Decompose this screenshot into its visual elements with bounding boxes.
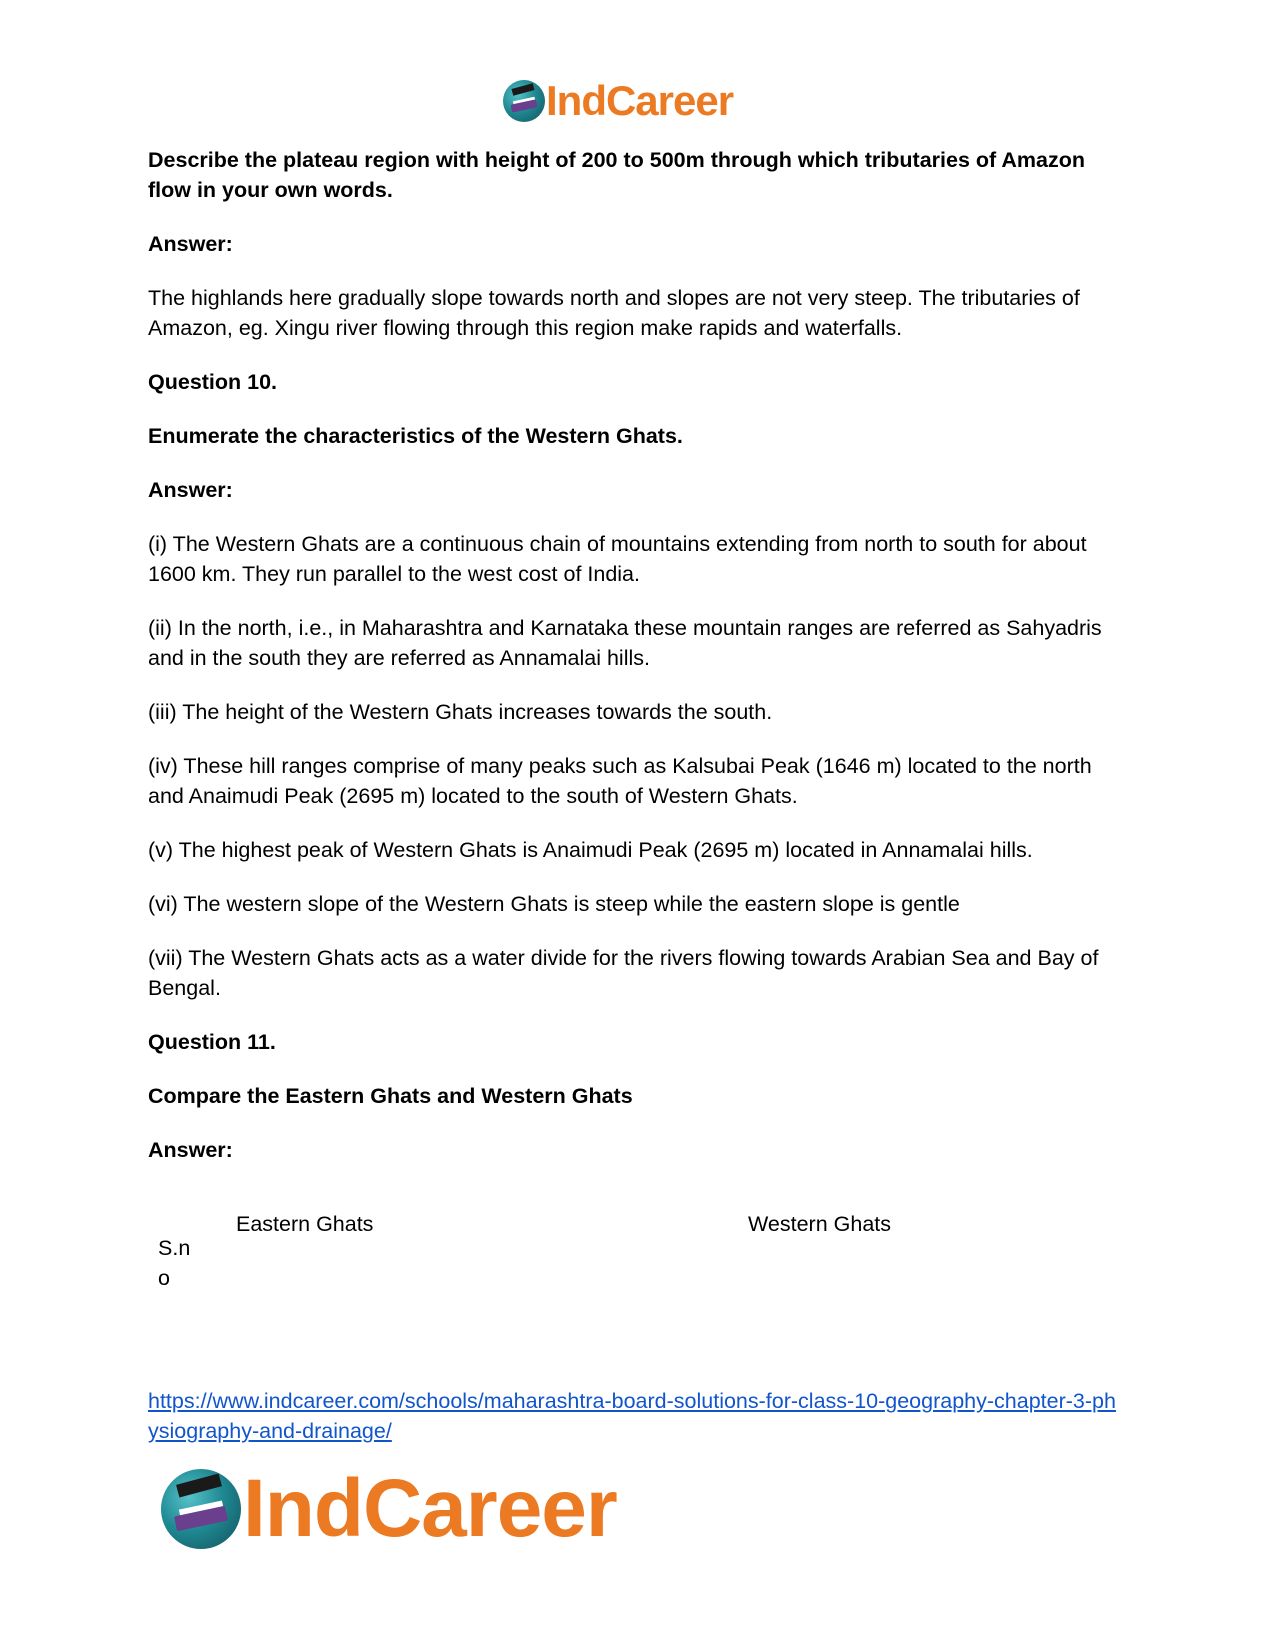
answer-point: (i) The Western Ghats are a continuous chain of mountains extending from north to south for about 1600 km. They run parallel to the west cost of India. xyxy=(148,532,1087,586)
question-11-text: Compare the Eastern Ghats and Western Ghats xyxy=(148,1084,633,1108)
answer-point: (iv) These hill ranges comprise of many peaks such as Kalsubai Peak (1646 m) located to the north and Anaimudi Peak (2695 m) located to the south of Western Ghats. xyxy=(148,754,1092,808)
question-10-text: Enumerate the characteristics of the Western Ghats. xyxy=(148,424,683,448)
answer-paragraph: The highlands here gradually slope towards north and slopes are not very steep. The tributaries of Amazon, eg. Xingu river flowing through this region make rapids and waterfalls. xyxy=(148,286,1080,340)
answer-label: Answer: xyxy=(148,232,233,256)
table-header-western-ghats: Western Ghats xyxy=(748,1212,891,1236)
indcareer-logo-bottom xyxy=(161,1463,617,1554)
document-body xyxy=(148,145,1118,1189)
logo-wordmark: IndCareer xyxy=(546,77,734,124)
graduation-globe-icon xyxy=(503,80,545,122)
logo-wordmark: IndCareer xyxy=(243,1463,617,1554)
source-link[interactable]: https://www.indcareer.com/schools/maharashtra-board-solutions-for-class-10-geography-chapter-3-physiography-and-drainage/ xyxy=(148,1389,1116,1443)
question-9-text: Describe the plateau region with height of 200 to 500m through which tributaries of Amazon flow in your own words. xyxy=(148,148,1085,202)
table-header-eastern-ghats: Eastern Ghats xyxy=(236,1212,374,1236)
graduation-globe-icon xyxy=(161,1469,241,1549)
answer-point: (ii) In the north, i.e., in Maharashtra and Karnataka these mountain ranges are referred as Sahyadris and in the south they are referred as Annamalai hills. xyxy=(148,616,1102,670)
table-header-sno: S.no xyxy=(158,1236,191,1290)
comparison-table xyxy=(148,1209,1118,1293)
answer-point: (vii) The Western Ghats acts as a water divide for the rivers flowing towards Arabian Sea and Bay of Bengal. xyxy=(148,946,1099,1000)
question-11-label: Question 11. xyxy=(148,1030,276,1054)
answer-label: Answer: xyxy=(148,478,233,502)
indcareer-logo-top xyxy=(503,77,734,124)
answer-point: (v) The highest peak of Western Ghats is Anaimudi Peak (2695 m) located in Annamalai hills. xyxy=(148,838,1033,862)
answer-point: (vi) The western slope of the Western Ghats is steep while the eastern slope is gentle xyxy=(148,892,960,916)
table-header-row xyxy=(148,1209,1118,1293)
answer-point: (iii) The height of the Western Ghats increases towards the south. xyxy=(148,700,773,724)
question-10-label: Question 10. xyxy=(148,370,278,394)
answer-label: Answer: xyxy=(148,1138,233,1162)
